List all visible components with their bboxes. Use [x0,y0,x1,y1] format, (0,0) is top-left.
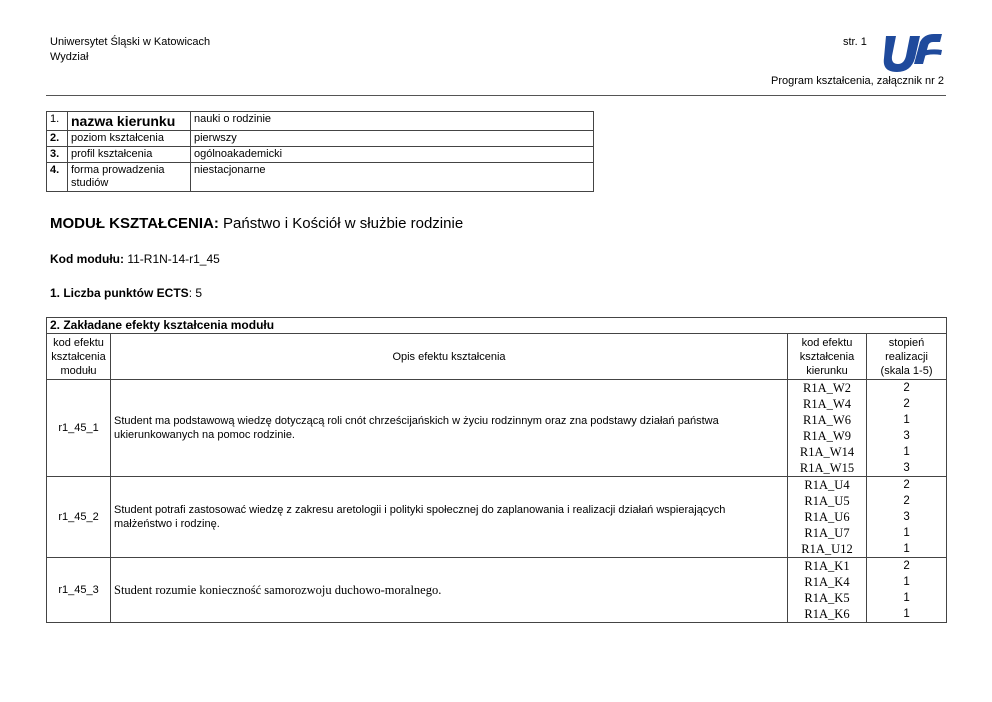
ects-line [50,286,202,300]
field-code: R1A_W6 [803,413,851,427]
field-code: R1A_U12 [801,542,853,556]
level-value: 3 [903,511,910,523]
level-value: 1 [903,414,910,426]
field-code: R1A_W2 [803,381,851,395]
column-header-level: stopień realizacji (skala 1-5) [867,334,947,380]
outcome-description: Student ma podstawową wiedzę dotyczącą roli cnót chrześcijańskich w życiu rodzinnym oraz zna podstawy działań państwa ukierunkowanych na pomoc rodzinie. [111,380,788,477]
level-value: 1 [903,576,910,588]
module-title [50,215,463,233]
level-value: 1 [903,592,910,604]
learning-outcomes-table [46,317,947,623]
level-value: 2 [903,495,910,507]
field-code: R1A_U7 [804,526,850,540]
table-row [47,380,947,477]
outcome-description: Student rozumie konieczność samorozwoju duchowo-moralnego. [111,558,788,623]
level-value: 2 [903,382,910,394]
module-code-label: Kod modułu: [50,252,124,266]
column-header-description: Opis efektu kształcenia [111,334,788,380]
realization-levels [867,477,947,558]
info-row [47,112,594,131]
field-code: R1A_K6 [804,607,850,621]
info-row [47,131,594,147]
section-title: 2. Zakładane efekty kształcenia modułu [47,318,947,334]
table-row [47,558,947,623]
program-info-table [46,111,594,192]
info-row-number: 3. [47,147,68,163]
header-divider [46,95,946,96]
university-name: Uniwersytet Śląski w Katowicach [50,36,211,48]
level-value: 1 [903,446,910,458]
field-code: R1A_W15 [799,461,855,475]
outcome-code: r1_45_1 [47,380,111,477]
page-number: str. 1 [843,36,867,48]
field-code: R1A_K4 [804,575,850,589]
outcome-code: r1_45_2 [47,477,111,558]
info-row-label: profil kształcenia [68,147,191,163]
info-row-label: poziom kształcenia [68,131,191,147]
ects-value: : 5 [188,286,203,300]
column-header-code: kod efektu kształcenia modułu [47,334,111,380]
level-value: 2 [903,479,910,491]
field-codes [788,380,867,477]
field-codes [788,477,867,558]
info-row-value: pierwszy [191,131,594,147]
field-code: R1A_U5 [804,494,850,508]
field-code: R1A_K5 [804,591,850,605]
outcome-code: r1_45_3 [47,558,111,623]
info-row-number: 2. [47,131,68,147]
info-row-value: nauki o rodzinie [191,112,594,131]
info-row-label: nazwa kierunku [68,112,191,131]
level-value: 1 [903,527,910,539]
field-code: R1A_W14 [799,445,855,459]
info-row-label: forma prowadzenia studiów [68,163,191,192]
level-value: 2 [903,560,910,572]
level-value: 1 [903,543,910,555]
field-code: R1A_W4 [803,397,851,411]
level-value: 1 [903,608,910,620]
info-row [47,147,594,163]
level-value: 3 [903,430,910,442]
info-row [47,163,594,192]
realization-levels [867,558,947,623]
module-title-name: Państwo i Kościół w służbie rodzinie [223,215,464,232]
info-row-number: 1. [47,112,68,131]
university-logo [880,30,944,74]
field-codes [788,558,867,623]
table-row [47,477,947,558]
faculty-name: Wydział [50,51,89,63]
field-code: R1A_U6 [804,510,850,524]
field-code: R1A_W9 [803,429,851,443]
level-value: 3 [903,462,910,474]
realization-levels [867,380,947,477]
info-row-value: ogólnoakademicki [191,147,594,163]
module-title-prefix: MODUŁ KSZTAŁCENIA: [50,215,219,232]
ects-label: 1. Liczba punktów ECTS [50,286,189,300]
module-code: 11-R1N-14-r1_45 [127,252,220,266]
info-row-value: niestacjonarne [191,163,594,192]
field-code: R1A_U4 [804,478,850,492]
level-value: 2 [903,398,910,410]
field-code: R1A_K1 [804,559,850,573]
module-code-line [50,252,220,266]
program-note: Program kształcenia, załącznik nr 2 [770,75,944,87]
outcome-description: Student potrafi zastosować wiedzę z zakresu aretologii i polityki społecznej do zaplanowania i realizacji działań wspierających małżeństwo i rodzinę. [111,477,788,558]
column-header-field-code: kod efektu kształcenia kierunku [788,334,867,380]
info-row-number: 4. [47,163,68,192]
